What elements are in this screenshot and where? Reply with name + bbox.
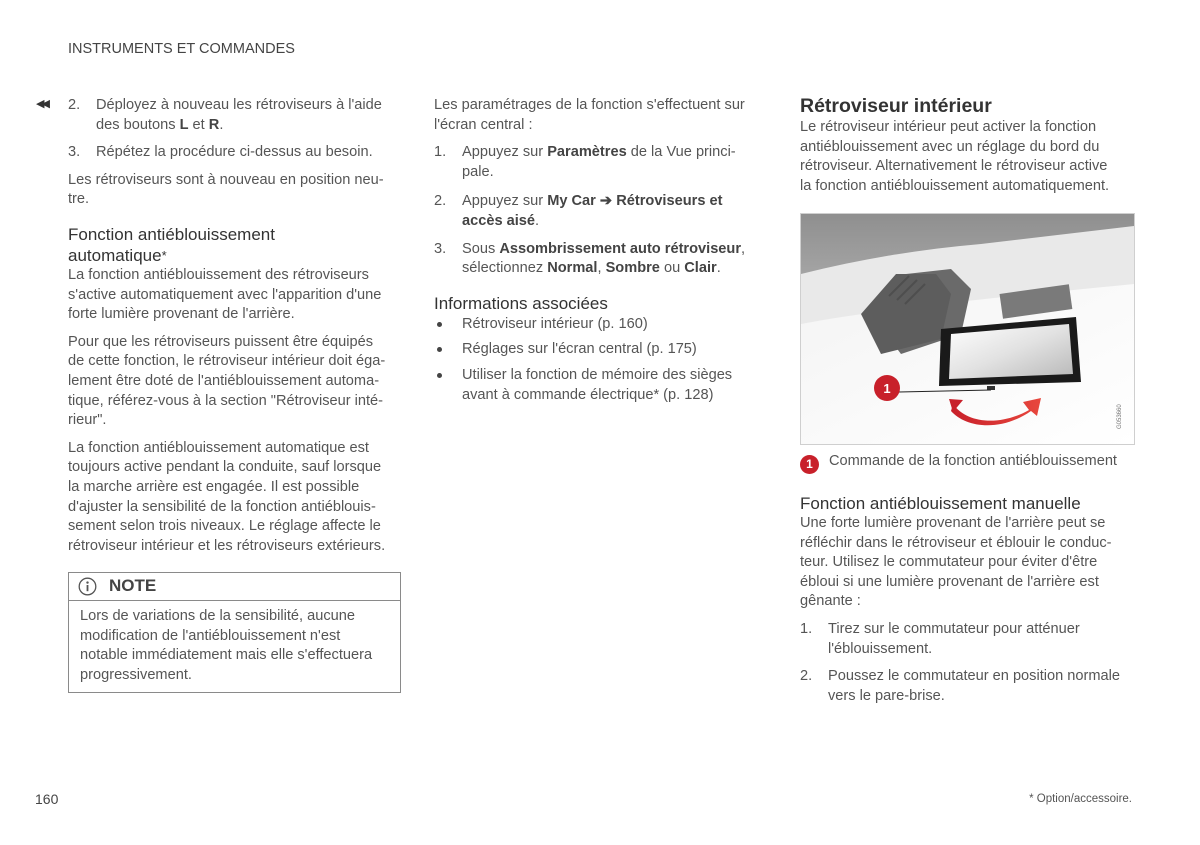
menu-parametres: Paramètres [547,144,627,161]
button-l: L [179,116,189,133]
back-nav-icon[interactable]: ◀◀ [36,98,47,110]
paragraph-neutral: Les rétroviseurs sont à nouveau en position neu- tre. [68,171,384,208]
column-1 [68,96,403,556]
settings-step-1: 1. Appuyez sur Paramètres de la Vue princi- pale. [434,144,736,180]
figure-callout-1: 1 [883,381,891,396]
settings-step-2: 2. Appuyez sur My Car ➔ Rétroviseurs et accès aisé. [434,193,723,229]
interior-mirror-intro: Le rétroviseur intérieur peut activer la fonction antiéblouissement avec un réglage du bord du rétroviseur. Alternativement le rétroviseur active la fonction antiéblouissement automatiquement. [800,119,1110,194]
section-header: INSTRUMENTS ET COMMANDES [68,41,295,57]
manual-dimming-text: Une forte lumière provenant de l'arrière peut se réfléchir dans le rétroviseur et éblouir le conduc- teur. Utilisez le commutateur pour éviter d'être ébloui si une lumière provenant de l'arrière est gênante : [800,515,1112,610]
arrow-icon: ➔ [599,193,613,210]
note-title: NOTE [109,576,157,595]
heading-manual-dimming: Fonction antiéblouissement manuelle [800,494,1081,513]
related-heading: Informations associées [434,293,608,313]
step-2: 2. Déployez à nouveau les rétroviseurs à l'aide des boutons L et R. [68,97,382,133]
related-link-1[interactable]: Rétroviseur intérieur (p. 160) [434,315,769,335]
page-number: 160 [35,791,59,807]
button-r: R [208,116,220,133]
settings-step-3: 3. Sous Assombrissement auto rétroviseur, sélectionnez Normal, Sombre ou Clair. [434,240,746,277]
mirror-illustration [800,213,1135,445]
note-header [69,573,400,601]
note-box [68,572,401,693]
figure-code: G053660 [1117,404,1123,429]
manual-dimming-section [800,493,1145,706]
option-sombre: Sombre [605,260,660,277]
menu-retroviseurs: Rétroviseurs et [612,193,723,210]
figure-caption: 1 Commande de la fonction antiéblouissement [800,452,1140,472]
paragraph-auto-2: Pour que les rétroviseurs puissent être équipés de cette fonction, le rétroviseur intérieur doit éga- lement être doté de l'antiéblouissement automa- tique, référez-vous à la section "Rétroviseur inté- rieur". [68,333,386,429]
note-body: Lors de variations de la sensibilité, aucune modification de l'antiéblouissement n'est notable immédiatement mais elle s'effectuera progressivement. [80,608,373,683]
heading-auto-dimming: Fonction antiéblouissement automatique* [68,224,275,265]
related-link-2[interactable]: Réglages sur l'écran central (p. 175) [434,340,769,360]
paragraph-auto-1: La fonction antiéblouissement des rétroviseurs s'active automatiquement avec l'apparition d'une forte lumière provenant de l'arrière. [68,266,382,323]
caption-callout-1: 1 [800,455,819,474]
settings-intro: Les paramétrages de la fonction s'effectuent sur l'écran central : [434,97,745,133]
column-2 [434,96,769,405]
option-normal: Normal [547,260,598,277]
paragraph-auto-3: La fonction antiéblouissement automatique est toujours active pendant la conduite, sauf lorsque la marche arrière est engagée. Il est possible d'ajuster la sensibilité de la fonction antiéblouis- sement selon trois niveaux. Le réglage affecte le rétroviseur intérieur et les rétroviseurs extérieurs. [68,439,386,554]
manual-step-1: 1. Tirez sur le commutateur pour atténuer l'éblouissement. [800,620,1080,657]
menu-my-car: My Car [547,193,596,210]
menu-assombrissement: Assombrissement auto rétroviseur [499,240,742,257]
related-link-3[interactable]: Utiliser la fonction de mémoire des sièges avant à commande électrique* (p. 128) [434,366,769,405]
column-3 [800,94,1145,196]
heading-interior-mirror: Rétroviseur intérieur [800,95,992,117]
mirror-figure-svg [801,214,1134,444]
option-clair: Clair [684,260,717,277]
info-icon [78,577,97,596]
step-3: 3. Répétez la procédure ci-dessus au besoin. [68,144,373,161]
manual-step-2: 2. Poussez le commutateur en position normale vers le pare-brise. [800,668,1121,704]
footer-note: * Option/accessoire. [1029,793,1132,805]
